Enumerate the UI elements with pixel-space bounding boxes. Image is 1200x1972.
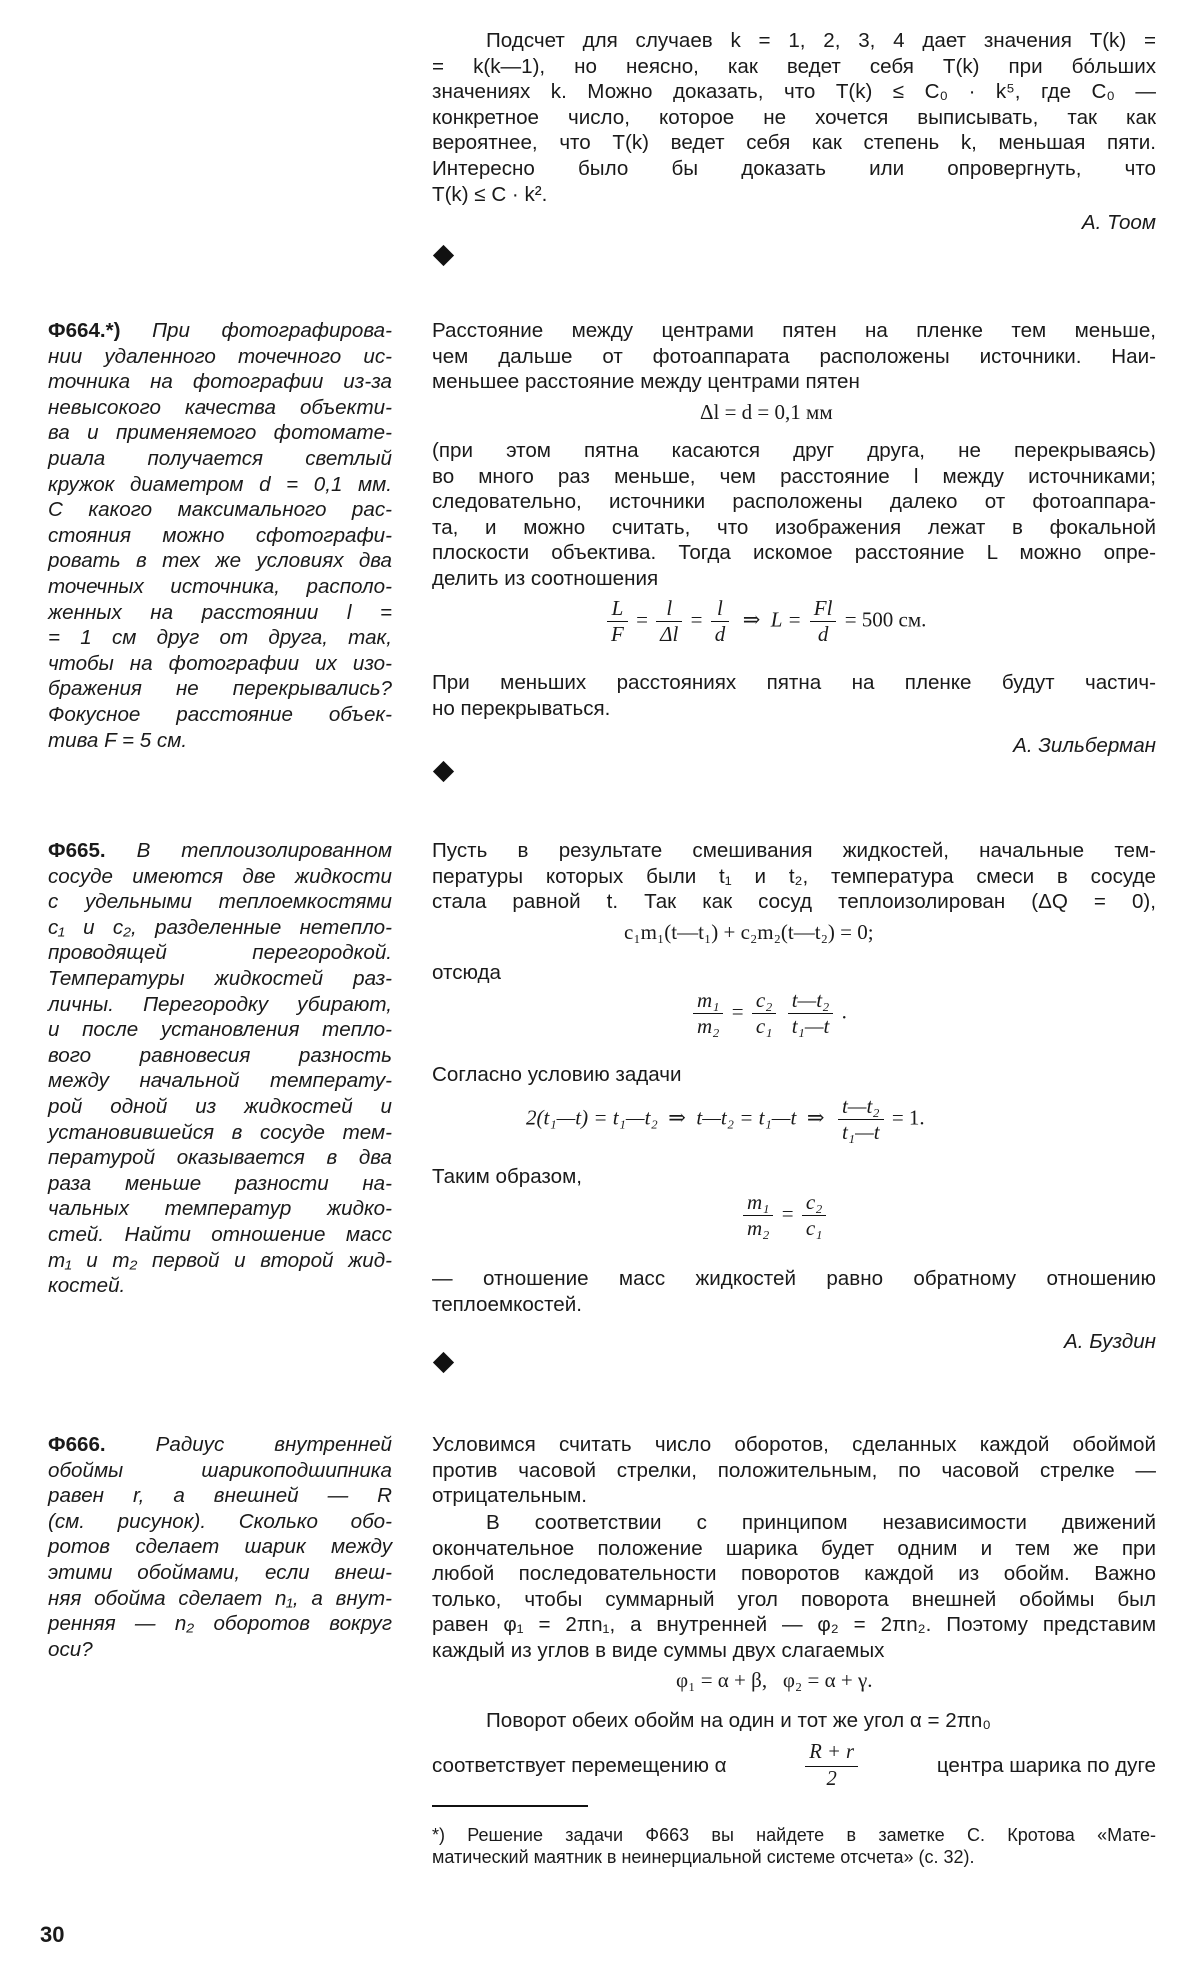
- text-line: Согласно условию задачи: [432, 1063, 682, 1086]
- problem-line: костей.: [48, 1274, 126, 1298]
- problem-line: обоймы шарикоподшипника: [48, 1458, 392, 1482]
- problem-text: При фотографирова-: [152, 319, 392, 342]
- fraction-numerator: m₁: [747, 1190, 770, 1214]
- text-line: отрицательным.: [432, 1484, 587, 1508]
- equation-part: 2(t₁—t) = t₁—t₂: [526, 1105, 658, 1130]
- by-condition-text: [432, 1062, 682, 1088]
- lhs-text: L =: [770, 607, 802, 632]
- problem-line: проводящей перегородкой.: [48, 941, 392, 965]
- problem-line: между начальной температу-: [48, 1069, 392, 1093]
- text-line: В соответствии с принципом независимости движений: [486, 1511, 1156, 1534]
- fraction-denominator: c₁: [802, 1215, 827, 1241]
- fraction-denominator: Δl: [656, 621, 682, 647]
- problem-line: бражения не перекрывались?: [48, 677, 392, 701]
- problem-label: Ф665.: [48, 839, 106, 862]
- fraction-denominator: F: [607, 621, 628, 647]
- text-line: но перекрываться.: [432, 696, 611, 720]
- problem-line: ва и применяемого фотомате-: [48, 421, 392, 445]
- problem-line: и после установления тепло-: [48, 1018, 392, 1042]
- implies-symbol: ⇒: [742, 607, 761, 632]
- problem-line: стояния можно сфотографи-: [48, 523, 392, 547]
- text-line: значениях k. Можно доказать, что T(k) ≤ C₀ · k⁵, где C₀ —: [432, 80, 1156, 104]
- footnote: [432, 1824, 1156, 1868]
- problem-line: ренняя — n₂ оборотов вокруг: [48, 1612, 392, 1636]
- text-line: Поворот обеих обойм на один и тот же угол α = 2πn₀: [486, 1709, 991, 1732]
- equation-delta-l: Δl = d = 0,1 мм: [700, 400, 833, 424]
- text-line: плоскости объектива. Тогда искомое расстояние L можно опре-: [432, 541, 1156, 565]
- problem-line: Фокусное расстояние объек-: [48, 702, 392, 726]
- text-line: против часовой стрелки, положительным, по часовой стрелке —: [432, 1458, 1156, 1482]
- section-end-diamond: [433, 1352, 454, 1373]
- implies-symbol: ⇒: [806, 1105, 825, 1130]
- equation-mass-ratio: $\frac{\text{m₁}}{\text{m₂}}$ = $\frac{\text{c₂}}{\text{c₁}}$ $\frac{\text{t—t₂}}{\text{t₁—t}}$ .: [690, 988, 847, 1039]
- text-line: меньшее расстояние между центрами пятен: [432, 370, 860, 394]
- section-end-diamond: [433, 761, 454, 782]
- text-line: При меньших расстояниях пятна на пленке будут частич-: [432, 671, 1156, 694]
- solution-f664-c: [432, 670, 1156, 721]
- text-line: центра шарика по дуге: [936, 1754, 1156, 1778]
- fraction-denominator: c₁: [752, 1013, 777, 1039]
- problem-line: рой одной из жидкостей и: [48, 1094, 392, 1118]
- thus-text: [432, 1164, 582, 1190]
- text-line: вероятнее, что T(k) ведет себя как степень k, меньшая пяти.: [432, 131, 1156, 155]
- problem-line: риала получается светлый: [48, 446, 392, 470]
- text-line: та, и можно считать, что изображения лежат в фокальной: [432, 515, 1156, 539]
- fraction-denominator: m₂: [693, 1013, 723, 1039]
- text-line: делить из соотношения: [432, 566, 659, 590]
- problem-line: Температуры жидкостей раз-: [48, 966, 392, 990]
- problem-line: раза меньше разности на-: [48, 1171, 392, 1195]
- intro-text: [432, 28, 1156, 207]
- text-line: соответствует перемещению α: [432, 1754, 727, 1778]
- problem-line: m₁ и m₂ первой и второй жид-: [48, 1248, 392, 1272]
- problem-f665: [48, 838, 392, 1299]
- result-text: = 500 см.: [844, 607, 927, 632]
- problem-line: равен r, а внешней — R: [48, 1484, 392, 1508]
- problem-line: установившейся в сосуде тем-: [48, 1120, 392, 1144]
- problem-line: женных на расстоянии l =: [48, 600, 392, 624]
- problem-line: пературой оказывается в два: [48, 1146, 392, 1170]
- fraction-numerator: l: [717, 596, 723, 620]
- text-line: следовательно, источники расположены далеко от фотоаппара-: [432, 490, 1156, 514]
- text-line: — отношение масс жидкостей равно обратному отношению: [432, 1267, 1156, 1290]
- problem-line: оси?: [48, 1637, 93, 1661]
- equation-condition: [526, 1094, 925, 1145]
- text-line: окончательное положение шарика будет одним и тем же при: [432, 1536, 1156, 1560]
- text-line: чем дальше от фотоаппарата расположены источники. Наи-: [432, 344, 1156, 368]
- equation-distance: $\frac{L}{F}$ = $\frac{l}{\Delta l}$ = $\frac{l}{d}$ ⇒ L = $\frac{Fl}{d}$ = 500 см.: [604, 596, 926, 647]
- author-zilberman: А. Зильберман: [1013, 734, 1156, 757]
- problem-line: этими обоймами, если внеш-: [48, 1560, 392, 1584]
- text-line: конкретное число, которое не хочется выписывать, так как: [432, 105, 1156, 129]
- fraction-numerator: c₂: [805, 1190, 823, 1214]
- solution-f666-a: [432, 1432, 1156, 1509]
- problem-line: точечных источника, располо-: [48, 574, 392, 598]
- problem-line: чальных температур жидко-: [48, 1197, 392, 1221]
- fraction-denominator: 2: [805, 1766, 858, 1793]
- problem-line: ровать в тех же условиях два: [48, 549, 392, 573]
- text-line: (при этом пятна касаются друг друга, не перекрываясь): [432, 439, 1156, 462]
- text-line: T(k) ≤ C · k².: [432, 182, 548, 206]
- problem-text: В теплоизолированном: [136, 839, 392, 862]
- solution-f665-a: [432, 838, 1156, 915]
- text-line: равен φ₁ = 2πn₁, а внутренней — φ₂ = 2πn₂. Поэтому представим: [432, 1613, 1156, 1637]
- text-line: Таким образом,: [432, 1165, 582, 1188]
- problem-label: Ф666.: [48, 1433, 106, 1456]
- text-line: теплоемкостей.: [432, 1292, 582, 1316]
- text-line: Пусть в результате смешивания жидкостей, начальные тем-: [432, 839, 1156, 862]
- author-buzdin: А. Буздин: [1064, 1330, 1156, 1353]
- problem-line: чтобы на фотографии их изо-: [48, 651, 392, 675]
- from-here-text: [432, 960, 501, 986]
- problem-line: С какого максимального рас-: [48, 498, 392, 522]
- solution-f664-a: [432, 318, 1156, 395]
- fraction-denominator: t₁—t: [838, 1119, 884, 1145]
- text-line: Расстояние между центрами пятен на пленке тем меньше,: [432, 319, 1156, 342]
- problem-line: ротов сделает шарик между: [48, 1535, 392, 1559]
- problem-line: невысокого качества объекти-: [48, 395, 392, 419]
- equation-answer: $\frac{\text{m₁}}{\text{m₂}}$ = $\frac{\text{c₂}}{\text{c₁}}$: [740, 1190, 829, 1241]
- fraction-numerator: l: [666, 596, 673, 620]
- fraction-numerator: c₂: [755, 988, 773, 1012]
- problem-line: няя обойма сделает n₁, а внут-: [48, 1586, 392, 1610]
- fraction-denominator: d: [711, 621, 730, 647]
- solution-f665-b: [432, 1266, 1156, 1317]
- problem-line: личны. Перегородку убирают,: [48, 992, 392, 1016]
- text-line: = k(k—1), но неясно, как ведет себя T(k) при бо́льших: [432, 54, 1156, 78]
- problem-line: кружок диаметром d = 0,1 мм.: [48, 472, 392, 496]
- text-line: отсюда: [432, 961, 501, 984]
- fraction-numerator: t—t₂: [841, 1094, 880, 1118]
- footnote-line: матический маятник в неинерциальной системе отсчета» (с. 32).: [432, 1847, 975, 1867]
- solution-f666-b: [432, 1510, 1156, 1664]
- equation-heat-balance: c₁m₁(t—t₁) + c₂m₂(t—t₂) = 0;: [624, 920, 874, 944]
- solution-f664-b: [432, 438, 1156, 592]
- fraction-numerator: R + r: [809, 1741, 855, 1763]
- text-line: каждый из углов в виде суммы двух слагаемых: [432, 1638, 885, 1662]
- solution-f666-d: [432, 1740, 1156, 1792]
- text-line: пературы которых были t₁ и t₂, температура смеси в сосуде: [432, 864, 1156, 888]
- problem-line: (см. рисунок). Сколько обо-: [48, 1509, 392, 1533]
- fraction-numerator: t—t₂: [791, 988, 830, 1012]
- fraction-denominator: d: [810, 621, 837, 647]
- solution-f666-c: [432, 1708, 1156, 1734]
- text-line: Интересно было бы доказать или опровергнуть, что: [432, 156, 1156, 180]
- text-line: только, чтобы суммарный угол поворота внешней обоймы был: [432, 1587, 1156, 1611]
- equation-angles: φ₁ = α + β, φ₂ = α + γ.: [676, 1668, 873, 1692]
- punctuation: .: [841, 999, 847, 1024]
- footnote-line: *) Решение задачи Ф663 вы найдете в заметке С. Кротова «Мате-: [432, 1825, 1156, 1845]
- text-line: стала равной t. Так как сосуд теплоизолирован (ΔQ = 0),: [432, 890, 1156, 914]
- text-line: во много раз меньше, чем расстояние l между источниками;: [432, 464, 1156, 488]
- fraction-numerator: m₁: [697, 988, 720, 1012]
- problem-f664: [48, 318, 392, 753]
- author-toom: А. Тоом: [1081, 211, 1156, 234]
- fraction-numerator: Fl: [813, 596, 833, 620]
- problem-line: сосуде имеются две жидкости: [48, 864, 392, 888]
- problem-line: точника на фотографии из-за: [48, 370, 392, 394]
- fraction-denominator: m₂: [743, 1215, 773, 1241]
- problem-line: с удельными теплоемкостями: [48, 890, 392, 914]
- implies-symbol: ⇒: [668, 1105, 686, 1130]
- footnote-divider: [432, 1805, 588, 1807]
- text-line: Условимся считать число оборотов, сделанных каждой обоймой: [432, 1433, 1156, 1456]
- result-text: = 1.: [891, 1105, 925, 1130]
- section-end-diamond: [433, 245, 454, 266]
- problem-f666: [48, 1432, 392, 1662]
- problem-line: тива F = 5 см.: [48, 728, 188, 752]
- problem-line: стей. Найти отношение масс: [48, 1222, 392, 1246]
- fraction-denominator: t₁—t: [788, 1013, 834, 1039]
- equation-part: t—t₂ = t₁—t: [696, 1105, 797, 1130]
- problem-line: c₁ и c₂, разделенные нетепло-: [48, 915, 392, 939]
- text-line: любой последовательности поворотов каждой из обойм. Важно: [432, 1562, 1156, 1586]
- fraction-numerator: L: [611, 596, 624, 620]
- problem-line: вого равновесия разность: [48, 1043, 392, 1067]
- problem-line: = 1 см друг от друга, так,: [48, 626, 392, 650]
- text-line: Подсчет для случаев k = 1, 2, 3, 4 дает значения T(k) =: [486, 29, 1156, 52]
- problem-line: нии удаленного точечного ис-: [48, 344, 392, 368]
- problem-text: Радиус внутренней: [155, 1433, 392, 1456]
- page-number: 30: [40, 1922, 65, 1947]
- problem-label: Ф664.*): [48, 319, 121, 342]
